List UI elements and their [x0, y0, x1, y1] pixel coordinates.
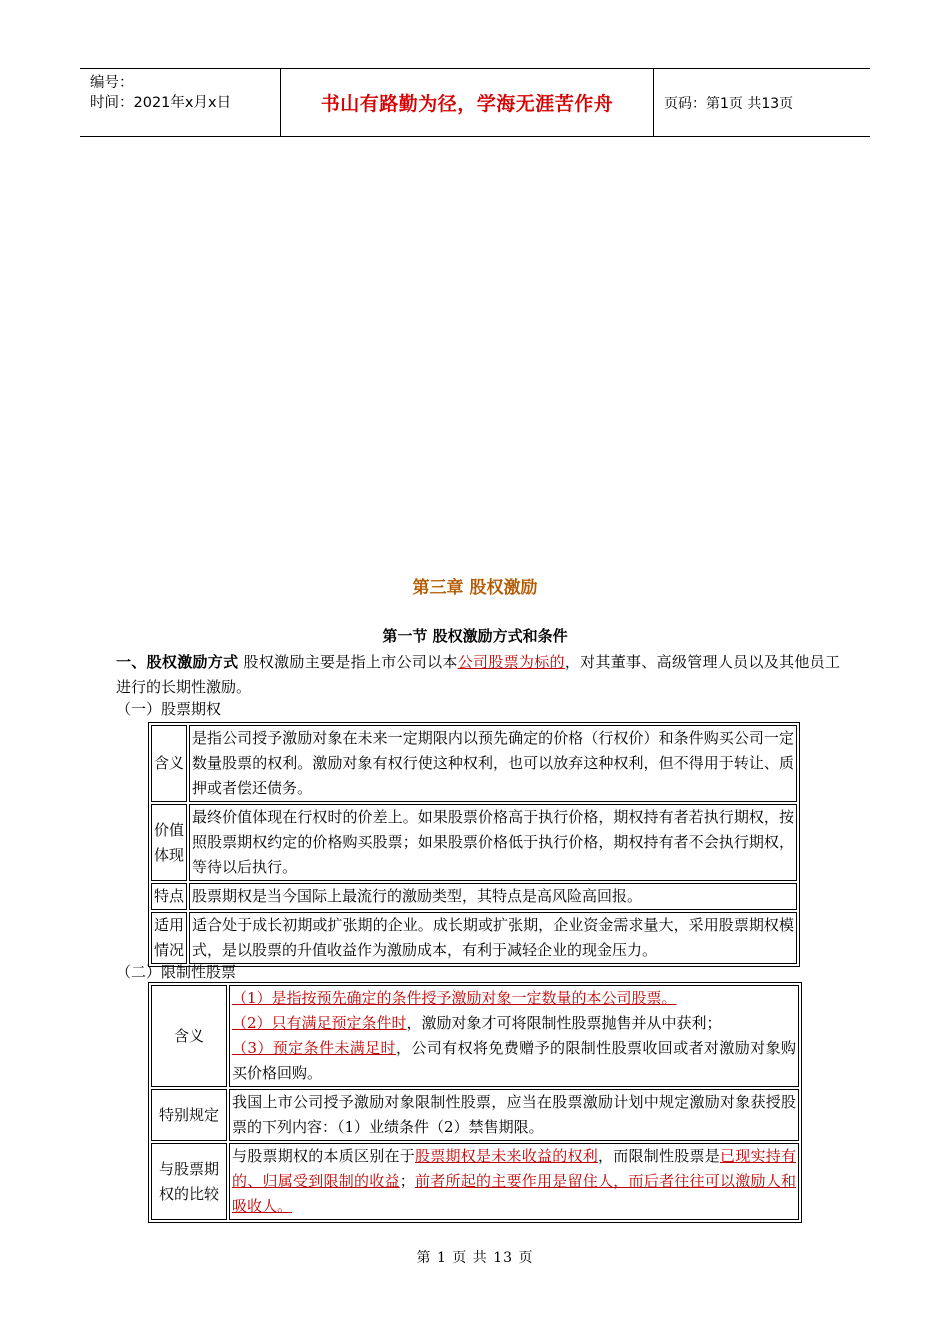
section-title: 第一节 股权激励方式和条件 [382, 627, 568, 645]
table-row [151, 1089, 799, 1141]
row-label: 适用情况 [151, 912, 187, 964]
intro-paragraph [116, 650, 840, 700]
compare-highlight-3: 前者所起的主要作用是留住人，而后者往往可以激励人和吸收人。 [232, 1172, 796, 1215]
table-row [151, 725, 797, 802]
row-label: 价值体现 [151, 804, 187, 881]
stock-option-table [148, 722, 800, 967]
compare-highlight-1: 股票期权是未来收益的权利 [414, 1147, 598, 1165]
intro-text-before: 股权激励主要是指上市公司以本 [238, 653, 458, 671]
table-row [151, 912, 797, 964]
intro-highlight: 公司股票为标的 [457, 653, 565, 671]
row-text: 股票期权是当今国际上最流行的激励类型，其特点是高风险高回报。 [189, 883, 797, 910]
meaning-line-3-text: ，公司有权将免费赠予的限制性股票收回或者对激励对象购买价格回购。 [232, 1039, 796, 1082]
header-right-cell [654, 69, 870, 136]
meaning-line-2-highlight: （2）只有满足预定条件时 [232, 1014, 407, 1032]
document-date: 时间：2021年x月x日 [90, 95, 232, 111]
row-label: 含义 [151, 985, 227, 1087]
row-text: 适合处于成长初期或扩张期的企业。成长期或扩张期，企业资金需求量大，采用股票期权模式，是以股票的升值收益作为激励成本，有利于减轻企业的现金压力。 [189, 912, 797, 964]
row-text [229, 985, 799, 1087]
table-row [151, 883, 797, 910]
meaning-line-1: （1）是指按预先确定的条件授予激励对象一定数量的本公司股票。 [232, 989, 677, 1007]
row-text: 最终价值体现在行权时的价差上。如果股票价格高于执行价格，期权持有者若执行期权，按照股票期权约定的价格购买股票；如果股票价格低于执行价格，期权持有者不会执行期权，等待以后执行。 [189, 804, 797, 881]
header-page-info: 页码：第1页 共13页 [664, 95, 794, 112]
row-label: 与股票期权的比较 [151, 1143, 227, 1220]
header-motto: 书山有路勤为径，学海无涯苦作舟 [320, 93, 614, 115]
table-row [151, 985, 799, 1087]
header-left-cell [80, 69, 281, 136]
meaning-line-2-text: ，激励对象才可将限制性股票抛售并从中获利； [406, 1014, 722, 1032]
row-label: 特别规定 [151, 1089, 227, 1141]
header-center-cell [281, 69, 654, 136]
restricted-stock-table [148, 982, 802, 1223]
compare-part-2: ，而限制性股票是 [597, 1147, 720, 1165]
compare-part-1: 与股票期权的本质区别在于 [232, 1147, 415, 1165]
row-label: 特点 [151, 883, 187, 910]
intro-heading: 一、股权激励方式 [116, 653, 239, 671]
row-text [229, 1143, 799, 1220]
document-number-label: 编号： [90, 75, 134, 91]
intro-text-after: ，对其董事、高级管理人员以及其他员工进行的长期性激励。 [116, 653, 840, 696]
table-row [151, 804, 797, 881]
page-footer: 第 1 页 共 13 页 [416, 1250, 534, 1266]
restricted-stock-title: （二）限制性股票 [116, 963, 237, 981]
compare-part-3: ； [399, 1172, 415, 1190]
meaning-line-3-highlight: （3）预定条件未满足时 [232, 1039, 396, 1057]
row-text: 是指公司授予激励对象在未来一定期限内以预先确定的价格（行权价）和条件购买公司一定数量股票的权利。激励对象有权行使这种权利，也可以放弃这种权利，但不得用于转让、质押或者偿还债务。 [189, 725, 797, 802]
row-label: 含义 [151, 725, 187, 802]
chapter-title: 第三章 股权激励 [412, 578, 538, 598]
page-header [80, 68, 870, 137]
table-row [151, 1143, 799, 1220]
stock-option-title: （一）股票期权 [116, 700, 222, 718]
row-text: 我国上市公司授予激励对象限制性股票，应当在股票激励计划中规定激励对象获授股票的下列内容：（1）业绩条件（2）禁售期限。 [229, 1089, 799, 1141]
compare-highlight-2: 已现实持有的、归属受到限制的收益 [232, 1147, 796, 1190]
